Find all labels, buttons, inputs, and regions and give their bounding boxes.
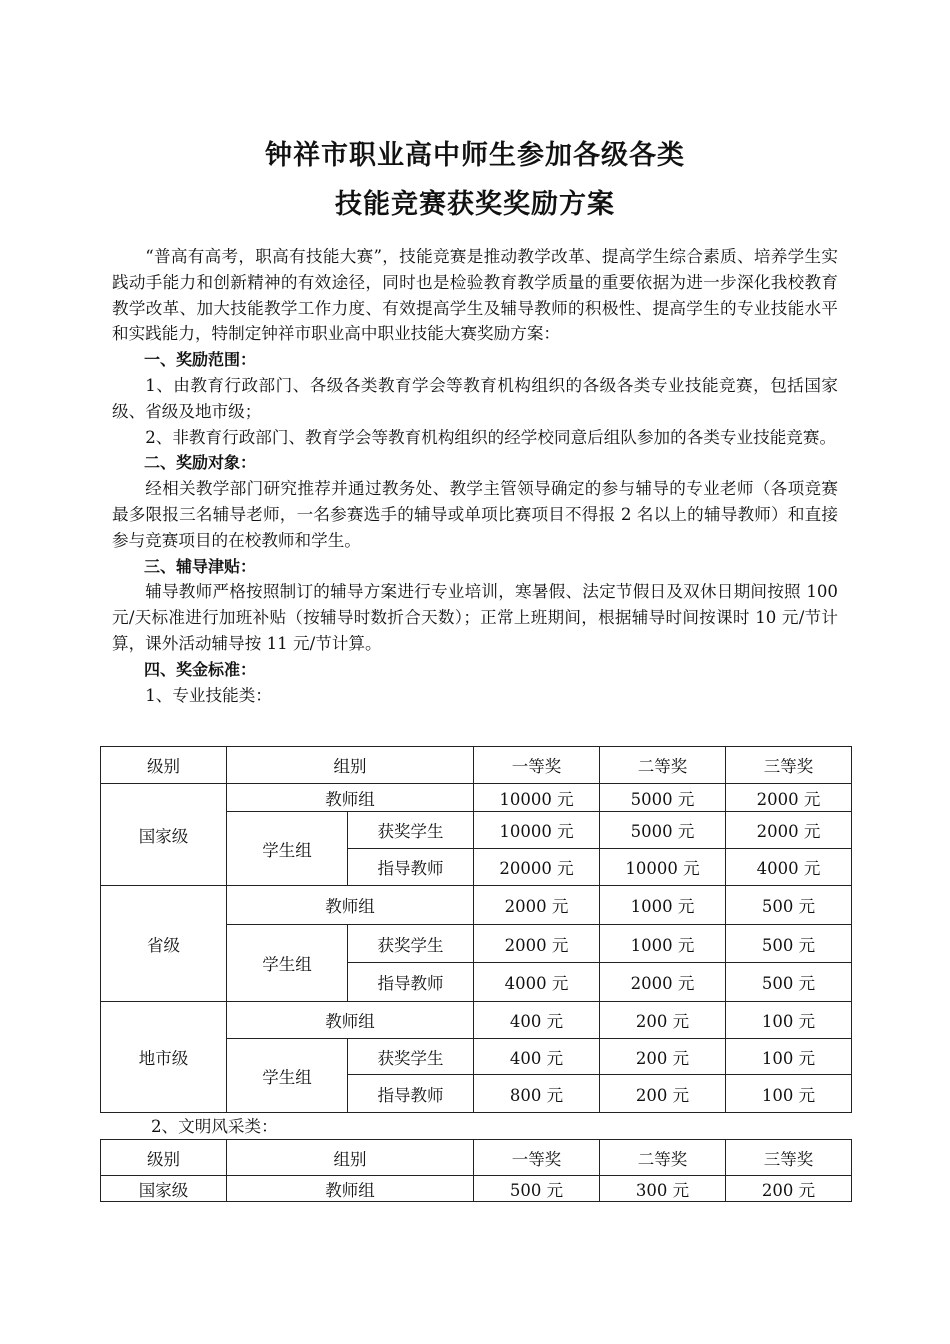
group-student: 学生组 bbox=[227, 1039, 348, 1113]
section-heading-scope: 一、奖励范围： bbox=[144, 350, 257, 370]
cell-value: 2000 元 bbox=[474, 886, 600, 925]
cell-value: 200 元 bbox=[600, 1039, 726, 1075]
scope-item-1: 1、由教育行政部门、各级各类教育学会等教育机构组织的各级各类专业技能竞赛，包括国家级、省级及地市级； bbox=[112, 375, 838, 421]
level-city: 地市级 bbox=[101, 1002, 227, 1113]
cell-value: 2000 元 bbox=[726, 812, 852, 849]
table-header-row bbox=[101, 1140, 852, 1176]
header-group: 组别 bbox=[227, 1140, 474, 1176]
cell-value: 100 元 bbox=[726, 1075, 852, 1113]
cell-value: 20000 元 bbox=[474, 849, 600, 886]
cell-value: 500 元 bbox=[726, 886, 852, 925]
table-header-row bbox=[101, 747, 852, 784]
cell-value: 400 元 bbox=[474, 1002, 600, 1039]
cell-value: 5000 元 bbox=[600, 812, 726, 849]
cell-value: 500 元 bbox=[474, 1176, 600, 1202]
cell-value: 4000 元 bbox=[474, 963, 600, 1002]
cell-value: 2000 元 bbox=[600, 963, 726, 1002]
cell-value: 1000 元 bbox=[600, 886, 726, 925]
skills-award-table bbox=[100, 746, 852, 1113]
header-third-prize: 三等奖 bbox=[726, 1140, 852, 1176]
section-heading-bonus: 四、奖金标准： bbox=[144, 659, 257, 679]
header-level: 级别 bbox=[101, 747, 227, 784]
group-student: 学生组 bbox=[227, 925, 348, 1002]
header-group: 组别 bbox=[227, 747, 474, 784]
cell-value: 400 元 bbox=[474, 1039, 600, 1075]
cell-value: 500 元 bbox=[726, 963, 852, 1002]
table-row bbox=[101, 1176, 852, 1202]
allowance-paragraph: 辅导教师严格按照制订的辅导方案进行专业培训，寒暑假、法定节假日及双休日期间按照 100 元/天标准进行加班补贴（按辅导时数折合天数）；正常上班期间，根据辅导时间按课时 10 元/节计算，课外活动辅导按 11 元/节计算。 bbox=[112, 582, 838, 653]
subgroup-guide-teacher: 指导教师 bbox=[348, 1075, 474, 1113]
category-skills-label: 1、专业技能类： bbox=[145, 685, 272, 705]
cell-value: 200 元 bbox=[600, 1075, 726, 1113]
cell-value: 4000 元 bbox=[726, 849, 852, 886]
subgroup-award-student: 获奖学生 bbox=[348, 1039, 474, 1075]
group-teacher: 教师组 bbox=[227, 1176, 474, 1202]
scope-item-2: 2、非教育行政部门、教育学会等教育机构组织的经学校同意后组队参加的各类专业技能竞赛。 bbox=[145, 427, 837, 447]
cell-value: 100 元 bbox=[726, 1039, 852, 1075]
civility-award-table bbox=[100, 1139, 852, 1202]
cell-value: 800 元 bbox=[474, 1075, 600, 1113]
subgroup-award-student: 获奖学生 bbox=[348, 925, 474, 963]
subgroup-guide-teacher: 指导教师 bbox=[348, 963, 474, 1002]
header-second-prize: 二等奖 bbox=[600, 747, 726, 784]
cell-value: 100 元 bbox=[726, 1002, 852, 1039]
subgroup-guide-teacher: 指导教师 bbox=[348, 849, 474, 886]
header-first-prize: 一等奖 bbox=[474, 1140, 600, 1176]
table-row bbox=[101, 784, 852, 812]
subgroup-award-student: 获奖学生 bbox=[348, 812, 474, 849]
section-heading-target: 二、奖励对象： bbox=[144, 453, 257, 473]
group-teacher: 教师组 bbox=[227, 1002, 474, 1039]
category-civility-label: 2、文明风采类： bbox=[151, 1117, 278, 1136]
cell-value: 2000 元 bbox=[726, 784, 852, 812]
table-row bbox=[101, 886, 852, 925]
cell-value: 5000 元 bbox=[600, 784, 726, 812]
cell-value: 300 元 bbox=[600, 1176, 726, 1202]
cell-value: 10000 元 bbox=[474, 784, 600, 812]
group-teacher: 教师组 bbox=[227, 886, 474, 925]
group-teacher: 教师组 bbox=[227, 784, 474, 812]
header-second-prize: 二等奖 bbox=[600, 1140, 726, 1176]
header-third-prize: 三等奖 bbox=[726, 747, 852, 784]
document-body bbox=[112, 244, 838, 708]
cell-value: 10000 元 bbox=[474, 812, 600, 849]
table-row bbox=[101, 1002, 852, 1039]
document-title-line2: 技能竞赛获奖奖励方案 bbox=[335, 189, 615, 220]
header-first-prize: 一等奖 bbox=[474, 747, 600, 784]
group-student: 学生组 bbox=[227, 812, 348, 886]
level-provincial: 省级 bbox=[101, 886, 227, 1002]
header-level: 级别 bbox=[101, 1140, 227, 1176]
intro-paragraph: “普高有高考，职高有技能大赛”，技能竞赛是推动教学改革、提高学生综合素质、培养学生实践动手能力和创新精神的有效途径，同时也是检验教育教学质量的重要依据为进一步深化我校教育教学改革、加大技能教学工作力度、有效提高学生及辅导教师的积极性、提高学生的专业技能水平和实践能力，特制定钟祥市职业高中职业技能大赛奖励方案： bbox=[112, 247, 838, 344]
cell-value: 2000 元 bbox=[474, 925, 600, 963]
level-national: 国家级 bbox=[101, 1176, 227, 1202]
document-title-line1: 钟祥市职业高中师生参加各级各类 bbox=[265, 140, 685, 171]
cell-value: 200 元 bbox=[726, 1176, 852, 1202]
cell-value: 200 元 bbox=[600, 1002, 726, 1039]
cell-value: 500 元 bbox=[726, 925, 852, 963]
level-national: 国家级 bbox=[101, 784, 227, 886]
cell-value: 10000 元 bbox=[600, 849, 726, 886]
section-heading-allowance: 三、辅导津贴： bbox=[144, 556, 257, 576]
cell-value: 1000 元 bbox=[600, 925, 726, 963]
target-paragraph: 经相关教学部门研究推荐并通过教务处、教学主管领导确定的参与辅导的专业老师（各项竞赛最多限报三名辅导老师，一名参赛选手的辅导或单项比赛项目不得报 2 名以上的辅导教师）和直接参与竞赛项目的在校教师和学生。 bbox=[112, 479, 838, 550]
